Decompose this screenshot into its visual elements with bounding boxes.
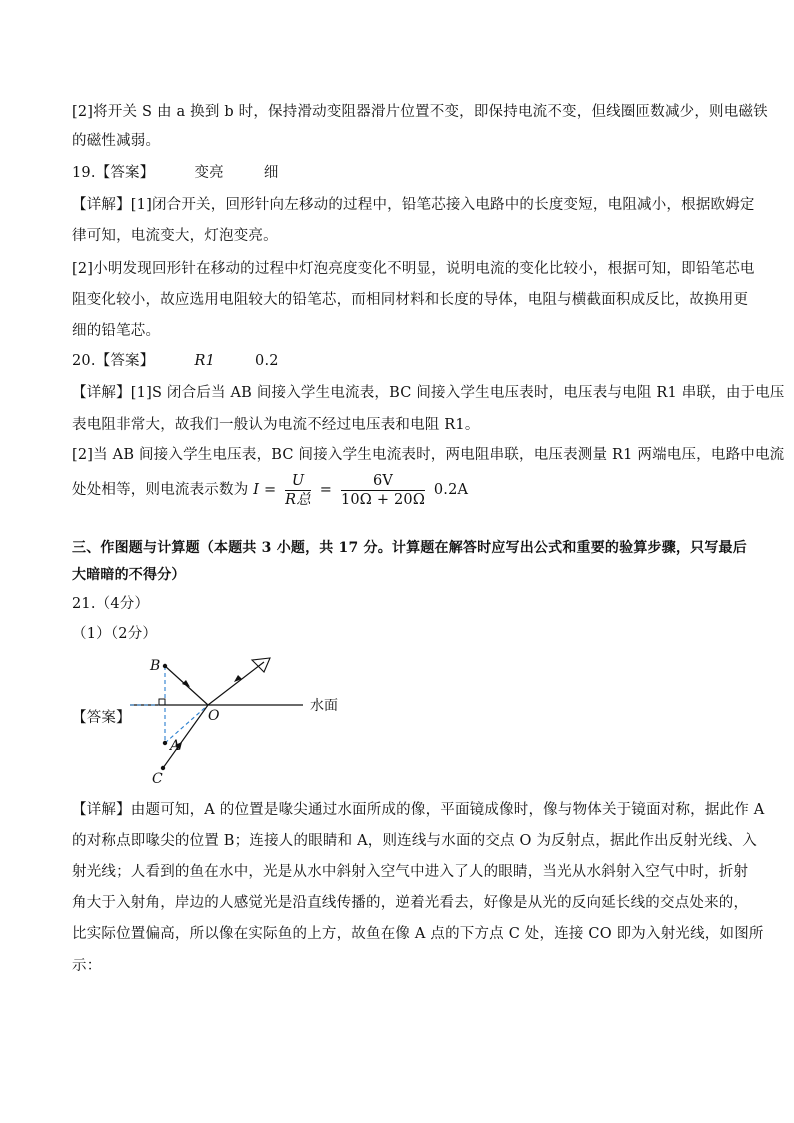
section-heading: 大暗暗的不得分） — [72, 567, 186, 583]
text-line: 的对称点即喙尖的位置 B；连接人的眼睛和 A，则连线与水面的交点 O 为反射点，据此作出反射光线、入 — [72, 833, 757, 849]
right-angle-marker — [159, 699, 165, 705]
label-o: O — [208, 708, 220, 724]
q19-label: 19.【答案】 — [72, 165, 155, 181]
fraction-u-over-r — [285, 472, 311, 509]
reflected-ray-o-eye — [208, 662, 264, 705]
formula-lhs: I = — [253, 482, 277, 498]
label-b: B — [150, 658, 161, 674]
text-line: 【详解】由题可知，A 的位置是喙尖通过水面所成的像，平面镜成像时，像与物体关于镜面对称，据此作 A — [72, 802, 765, 818]
fraction-denominator: R总 — [285, 491, 311, 508]
text-line: 细的铅笔芯。 — [72, 323, 161, 339]
q20-answer-line — [72, 347, 722, 376]
formula-line — [72, 470, 722, 510]
text-line: [2]小明发现回形针在移动的过程中灯泡亮度变化不明显，说明电流的变化比较小，根据可知，即铅笔芯电 — [72, 261, 755, 277]
text-line: 角大于入射角，岸边的人感觉光是沿直线传播的，逆着光看去，好像是从光的反向延长线的交点处来的， — [72, 895, 749, 911]
formula-equals: = — [319, 482, 333, 498]
question-part: （1）（2分） — [72, 626, 158, 642]
question-number: 21.（4分） — [72, 596, 150, 612]
text-line: 阻变化较小，故应选用电阻较大的铅笔芯，而相同材料和长度的导体，电阻与横截面积成反比，故换用更 — [72, 292, 749, 308]
q20-label: 20.【答案】 — [72, 353, 155, 369]
section-heading: 三、作图题与计算题（本题共 3 小题，共 17 分。计算题在解答时应写出公式和重要的验算步骤，只写最后 — [72, 540, 747, 556]
text-line: 示： — [72, 958, 102, 974]
label-c: C — [152, 771, 163, 787]
refracted-ray-c-o — [163, 705, 208, 768]
text-line: [2]当 AB 间接入学生电压表，BC 间接入学生电流表时，两电阻串联，电压表测量 R1 两端电压，电路中电流 — [72, 447, 785, 463]
q19-answer-1: 变亮 — [194, 165, 224, 181]
text-line: 的磁性减弱。 — [72, 133, 161, 149]
point-a — [163, 741, 167, 745]
reflection-refraction-diagram — [130, 650, 360, 790]
fraction-numerator: 6V — [341, 472, 425, 491]
arrow-icon — [182, 680, 190, 687]
formula-intro: 处处相等，则电流表示数为 — [72, 482, 249, 498]
text-line: 【详解】[1]S 闭合后当 AB 间接入学生电流表，BC 间接入学生电压表时，电压表与电阻 R1 串联，由于电压 — [72, 385, 785, 401]
q20-answer-2: 0.2 — [255, 353, 279, 369]
q19-answer-line — [72, 159, 722, 188]
label-water-surface: 水面 — [310, 698, 338, 714]
text-line: 射光线；人看到的鱼在水中，光是从水中斜射入空气中进入了人的眼睛，当光从水斜射入空气中时，折射 — [72, 864, 749, 880]
point-c — [161, 766, 165, 770]
q20-answer-1: R1 — [194, 353, 216, 369]
fraction-denominator: 10Ω + 20Ω — [340, 491, 426, 508]
text-line: 比实际位置偏高，所以像在实际鱼的上方，故鱼在像 A 点的下方点 C 处，连接 CO 即为入射光线，如图所 — [72, 926, 764, 942]
text-line: 【详解】[1]闭合开关，回形针向左移动的过程中，铅笔芯接入电路中的长度变短，电阻减小，根据欧姆定 — [72, 197, 755, 213]
formula-result: 0.2A — [433, 482, 469, 498]
point-b — [163, 664, 167, 668]
text-line: 律可知，电流变大，灯泡变亮。 — [72, 228, 278, 244]
fraction-values — [341, 472, 425, 509]
text-line: 表电阻非常大，故我们一般认为电流不经过电压表和电阻 R1。 — [72, 417, 480, 433]
fraction-numerator: U — [285, 472, 311, 491]
label-a: A — [170, 738, 181, 754]
answer-label: 【答案】 — [72, 710, 131, 726]
arrow-icon — [234, 675, 242, 682]
q19-answer-2: 细 — [263, 165, 279, 181]
text-line: [2]将开关 S 由 a 换到 b 时，保持滑动变阻器滑片位置不变，即保持电流不变，但线圈匝数减少，则电磁铁 — [72, 104, 768, 120]
